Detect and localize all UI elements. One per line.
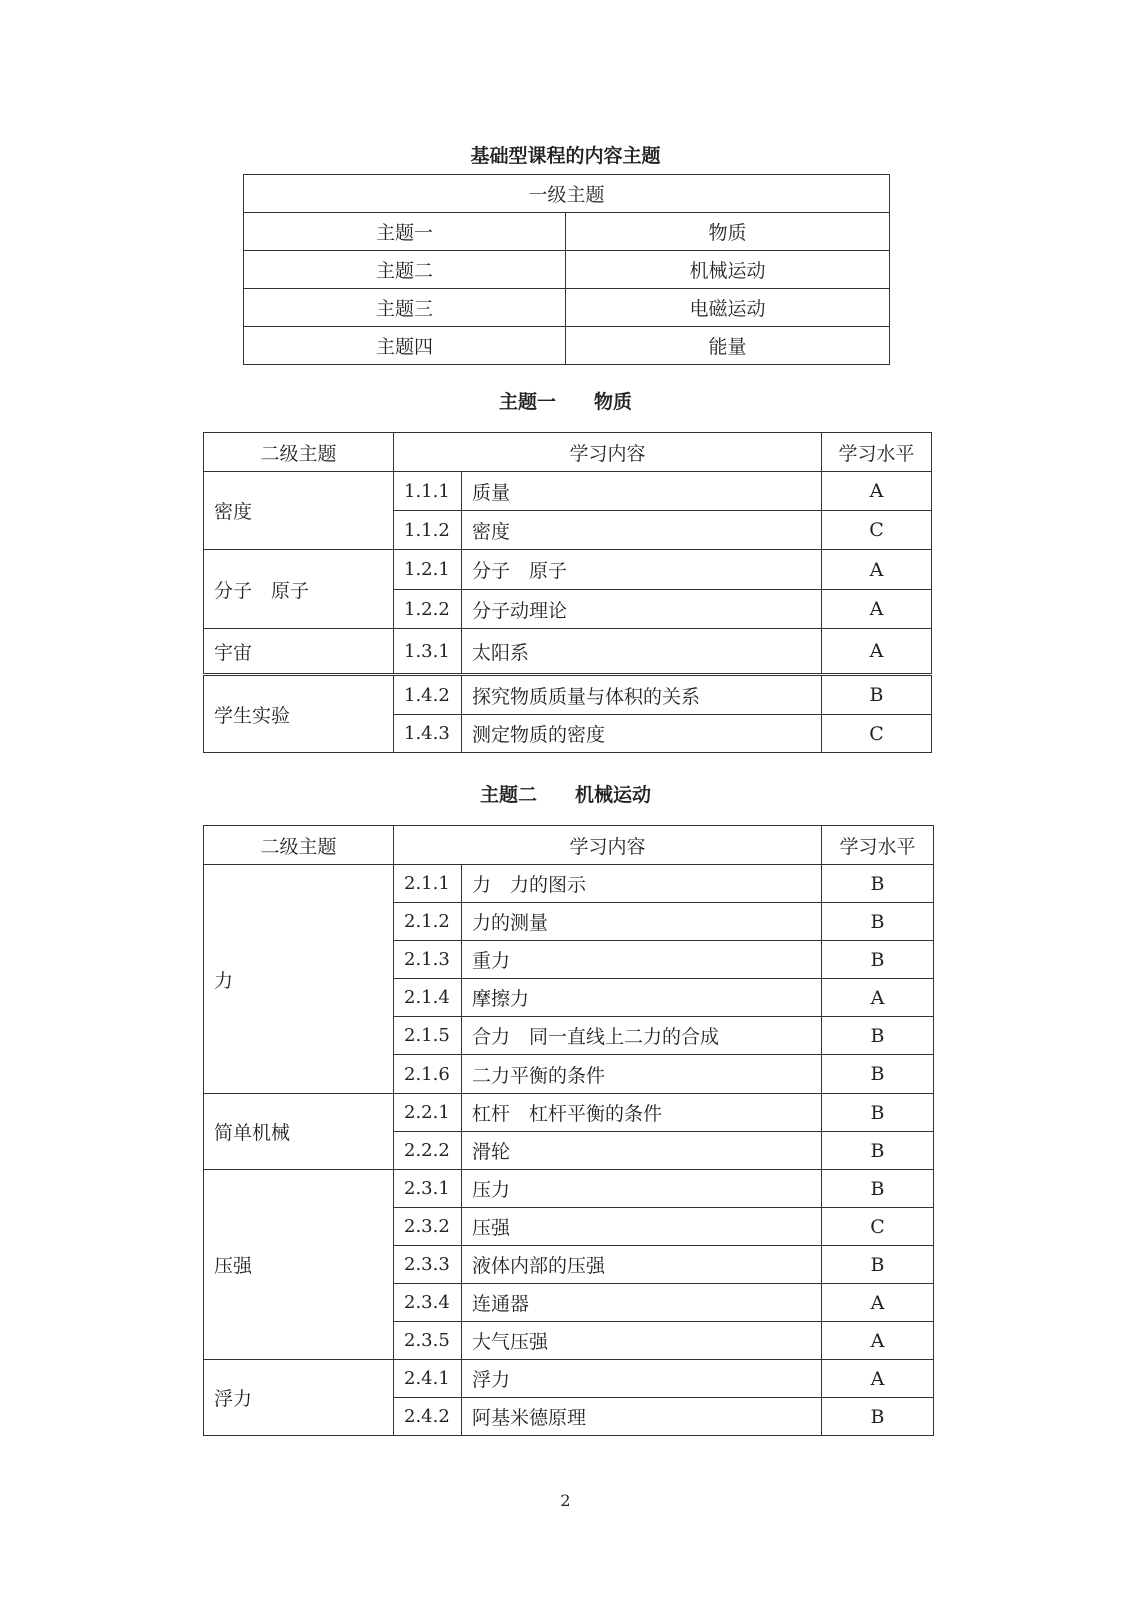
item-level: A (822, 629, 932, 675)
item-level: B (822, 1246, 934, 1284)
item-text: 浮力 (462, 1360, 822, 1398)
group-name: 密度 (204, 472, 394, 550)
item-text: 阿基米德原理 (462, 1398, 822, 1436)
item-level: B (822, 1132, 934, 1170)
item-code: 1.2.1 (394, 550, 462, 590)
item-level: C (822, 715, 932, 753)
group-name: 简单机械 (204, 1094, 394, 1170)
item-code: 2.1.3 (394, 941, 462, 979)
theme1-title-left: 主题一 (498, 391, 556, 413)
theme2-title (0, 780, 1131, 807)
theme2-title-right: 机械运动 (575, 784, 652, 806)
overview-header: 一级主题 (244, 175, 890, 213)
group-name: 力 (204, 865, 394, 1094)
item-code: 2.2.1 (394, 1094, 462, 1132)
header-sub-theme: 二级主题 (204, 433, 394, 472)
header-level: 学习水平 (822, 826, 934, 865)
group-name: 分子 原子 (204, 550, 394, 629)
item-code: 2.4.1 (394, 1360, 462, 1398)
item-text: 探究物质质量与体积的关系 (462, 675, 822, 715)
group-name: 压强 (204, 1170, 394, 1360)
header-content: 学习内容 (394, 433, 822, 472)
item-level: B (822, 903, 934, 941)
item-text: 连通器 (462, 1284, 822, 1322)
item-code: 2.1.2 (394, 903, 462, 941)
item-text: 测定物质的密度 (462, 715, 822, 753)
group-name: 宇宙 (204, 629, 394, 675)
item-level: A (822, 472, 932, 511)
header-sub-theme: 二级主题 (204, 826, 394, 865)
item-code: 1.2.2 (394, 590, 462, 629)
overview-title: 基础型课程的内容主题 (470, 145, 661, 167)
item-code: 2.3.1 (394, 1170, 462, 1208)
item-level: B (822, 1055, 934, 1094)
item-text: 太阳系 (462, 629, 822, 675)
theme1-title-right: 物质 (594, 391, 633, 413)
overview-row-label: 主题一 (244, 213, 566, 251)
item-level: A (822, 550, 932, 590)
item-text: 密度 (462, 511, 822, 550)
item-code: 1.3.1 (394, 629, 462, 675)
overview-row-label: 主题三 (244, 289, 566, 327)
item-level: B (822, 1017, 934, 1055)
item-level: C (822, 1208, 934, 1246)
theme1-table (203, 432, 932, 753)
item-text: 重力 (462, 941, 822, 979)
item-code: 2.1.1 (394, 865, 462, 903)
item-code: 1.4.2 (394, 675, 462, 715)
item-text: 摩擦力 (462, 979, 822, 1017)
item-text: 大气压强 (462, 1322, 822, 1360)
item-level: B (822, 1398, 934, 1436)
item-text: 合力 同一直线上二力的合成 (462, 1017, 822, 1055)
item-code: 1.1.1 (394, 472, 462, 511)
theme2-table (203, 825, 934, 1436)
header-level: 学习水平 (822, 433, 932, 472)
item-text: 压力 (462, 1170, 822, 1208)
overview-row-label: 主题二 (244, 251, 566, 289)
item-code: 2.1.5 (394, 1017, 462, 1055)
item-code: 1.4.3 (394, 715, 462, 753)
overview-row-value: 电磁运动 (566, 289, 890, 327)
group-name: 浮力 (204, 1360, 394, 1436)
item-text: 力的测量 (462, 903, 822, 941)
theme2-title-left: 主题二 (479, 784, 537, 806)
item-level: B (822, 1170, 934, 1208)
item-code: 2.3.2 (394, 1208, 462, 1246)
overview-row-value: 物质 (566, 213, 890, 251)
item-text: 二力平衡的条件 (462, 1055, 822, 1094)
item-code: 2.2.2 (394, 1132, 462, 1170)
group-name: 学生实验 (204, 675, 394, 753)
item-level: C (822, 511, 932, 550)
overview-row-label: 主题四 (244, 327, 566, 365)
item-level: A (822, 979, 934, 1017)
item-code: 2.4.2 (394, 1398, 462, 1436)
item-level: A (822, 1284, 934, 1322)
item-code: 2.3.5 (394, 1322, 462, 1360)
item-code: 1.1.2 (394, 511, 462, 550)
item-level: A (822, 1360, 934, 1398)
item-text: 质量 (462, 472, 822, 511)
item-text: 杠杆 杠杆平衡的条件 (462, 1094, 822, 1132)
item-level: B (822, 1094, 934, 1132)
item-code: 2.3.4 (394, 1284, 462, 1322)
item-text: 液体内部的压强 (462, 1246, 822, 1284)
overview-row-value: 机械运动 (566, 251, 890, 289)
item-level: B (822, 675, 932, 715)
item-text: 压强 (462, 1208, 822, 1246)
item-text: 分子动理论 (462, 590, 822, 629)
item-code: 2.1.4 (394, 979, 462, 1017)
item-text: 分子 原子 (462, 550, 822, 590)
page-number: 2 (560, 1491, 571, 1510)
item-text: 滑轮 (462, 1132, 822, 1170)
overview-table (243, 174, 890, 365)
item-level: A (822, 1322, 934, 1360)
item-level: A (822, 590, 932, 629)
overview-row-value: 能量 (566, 327, 890, 365)
theme1-title (0, 387, 1131, 414)
item-code: 2.1.6 (394, 1055, 462, 1094)
item-level: B (822, 941, 934, 979)
item-level: B (822, 865, 934, 903)
item-text: 力 力的图示 (462, 865, 822, 903)
item-code: 2.3.3 (394, 1246, 462, 1284)
header-content: 学习内容 (394, 826, 822, 865)
